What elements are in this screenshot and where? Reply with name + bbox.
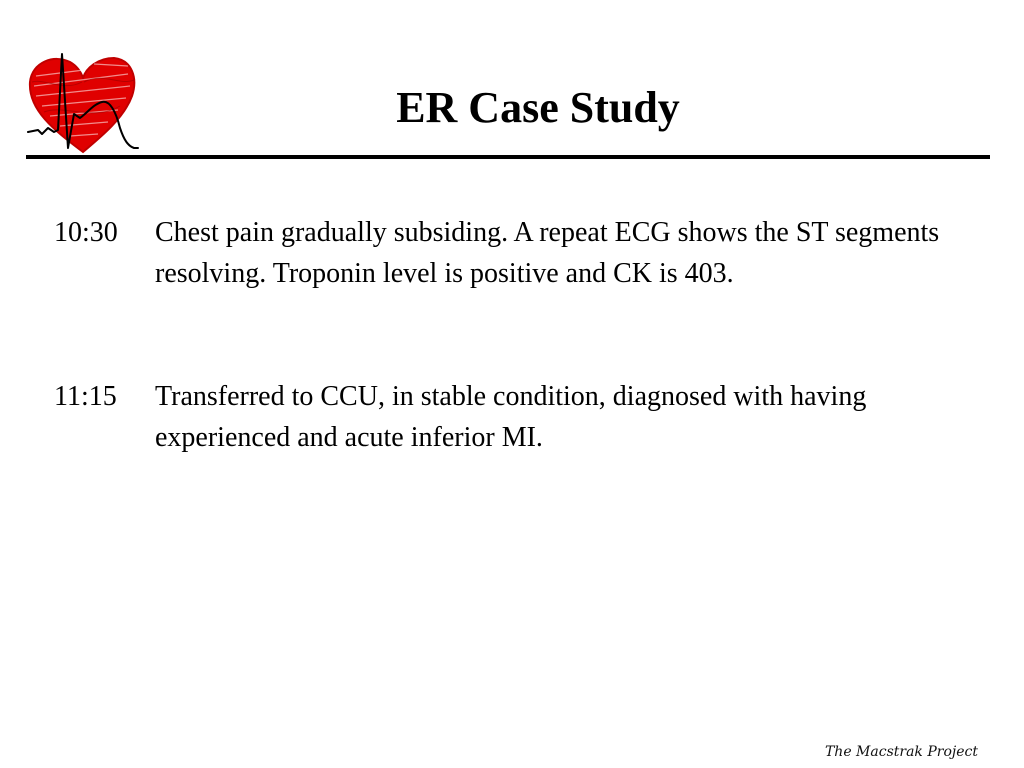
entry-time: 10:30 <box>54 217 118 248</box>
slide-title: ER Case Study <box>396 83 680 132</box>
entry-text: Transferred to CCU, in stable condition, diagnosed with having experienced and acute inferior MI. <box>155 381 867 453</box>
case-entry <box>54 376 974 458</box>
title-divider <box>26 155 990 159</box>
entry-time: 11:15 <box>54 381 117 412</box>
entry-text: Chest pain gradually subsiding. A repeat ECG shows the ST segments resolving. Troponin level is positive and CK is 403. <box>155 217 940 289</box>
case-entry <box>54 212 974 294</box>
footer-credit: The Macstrak Project <box>824 744 978 760</box>
